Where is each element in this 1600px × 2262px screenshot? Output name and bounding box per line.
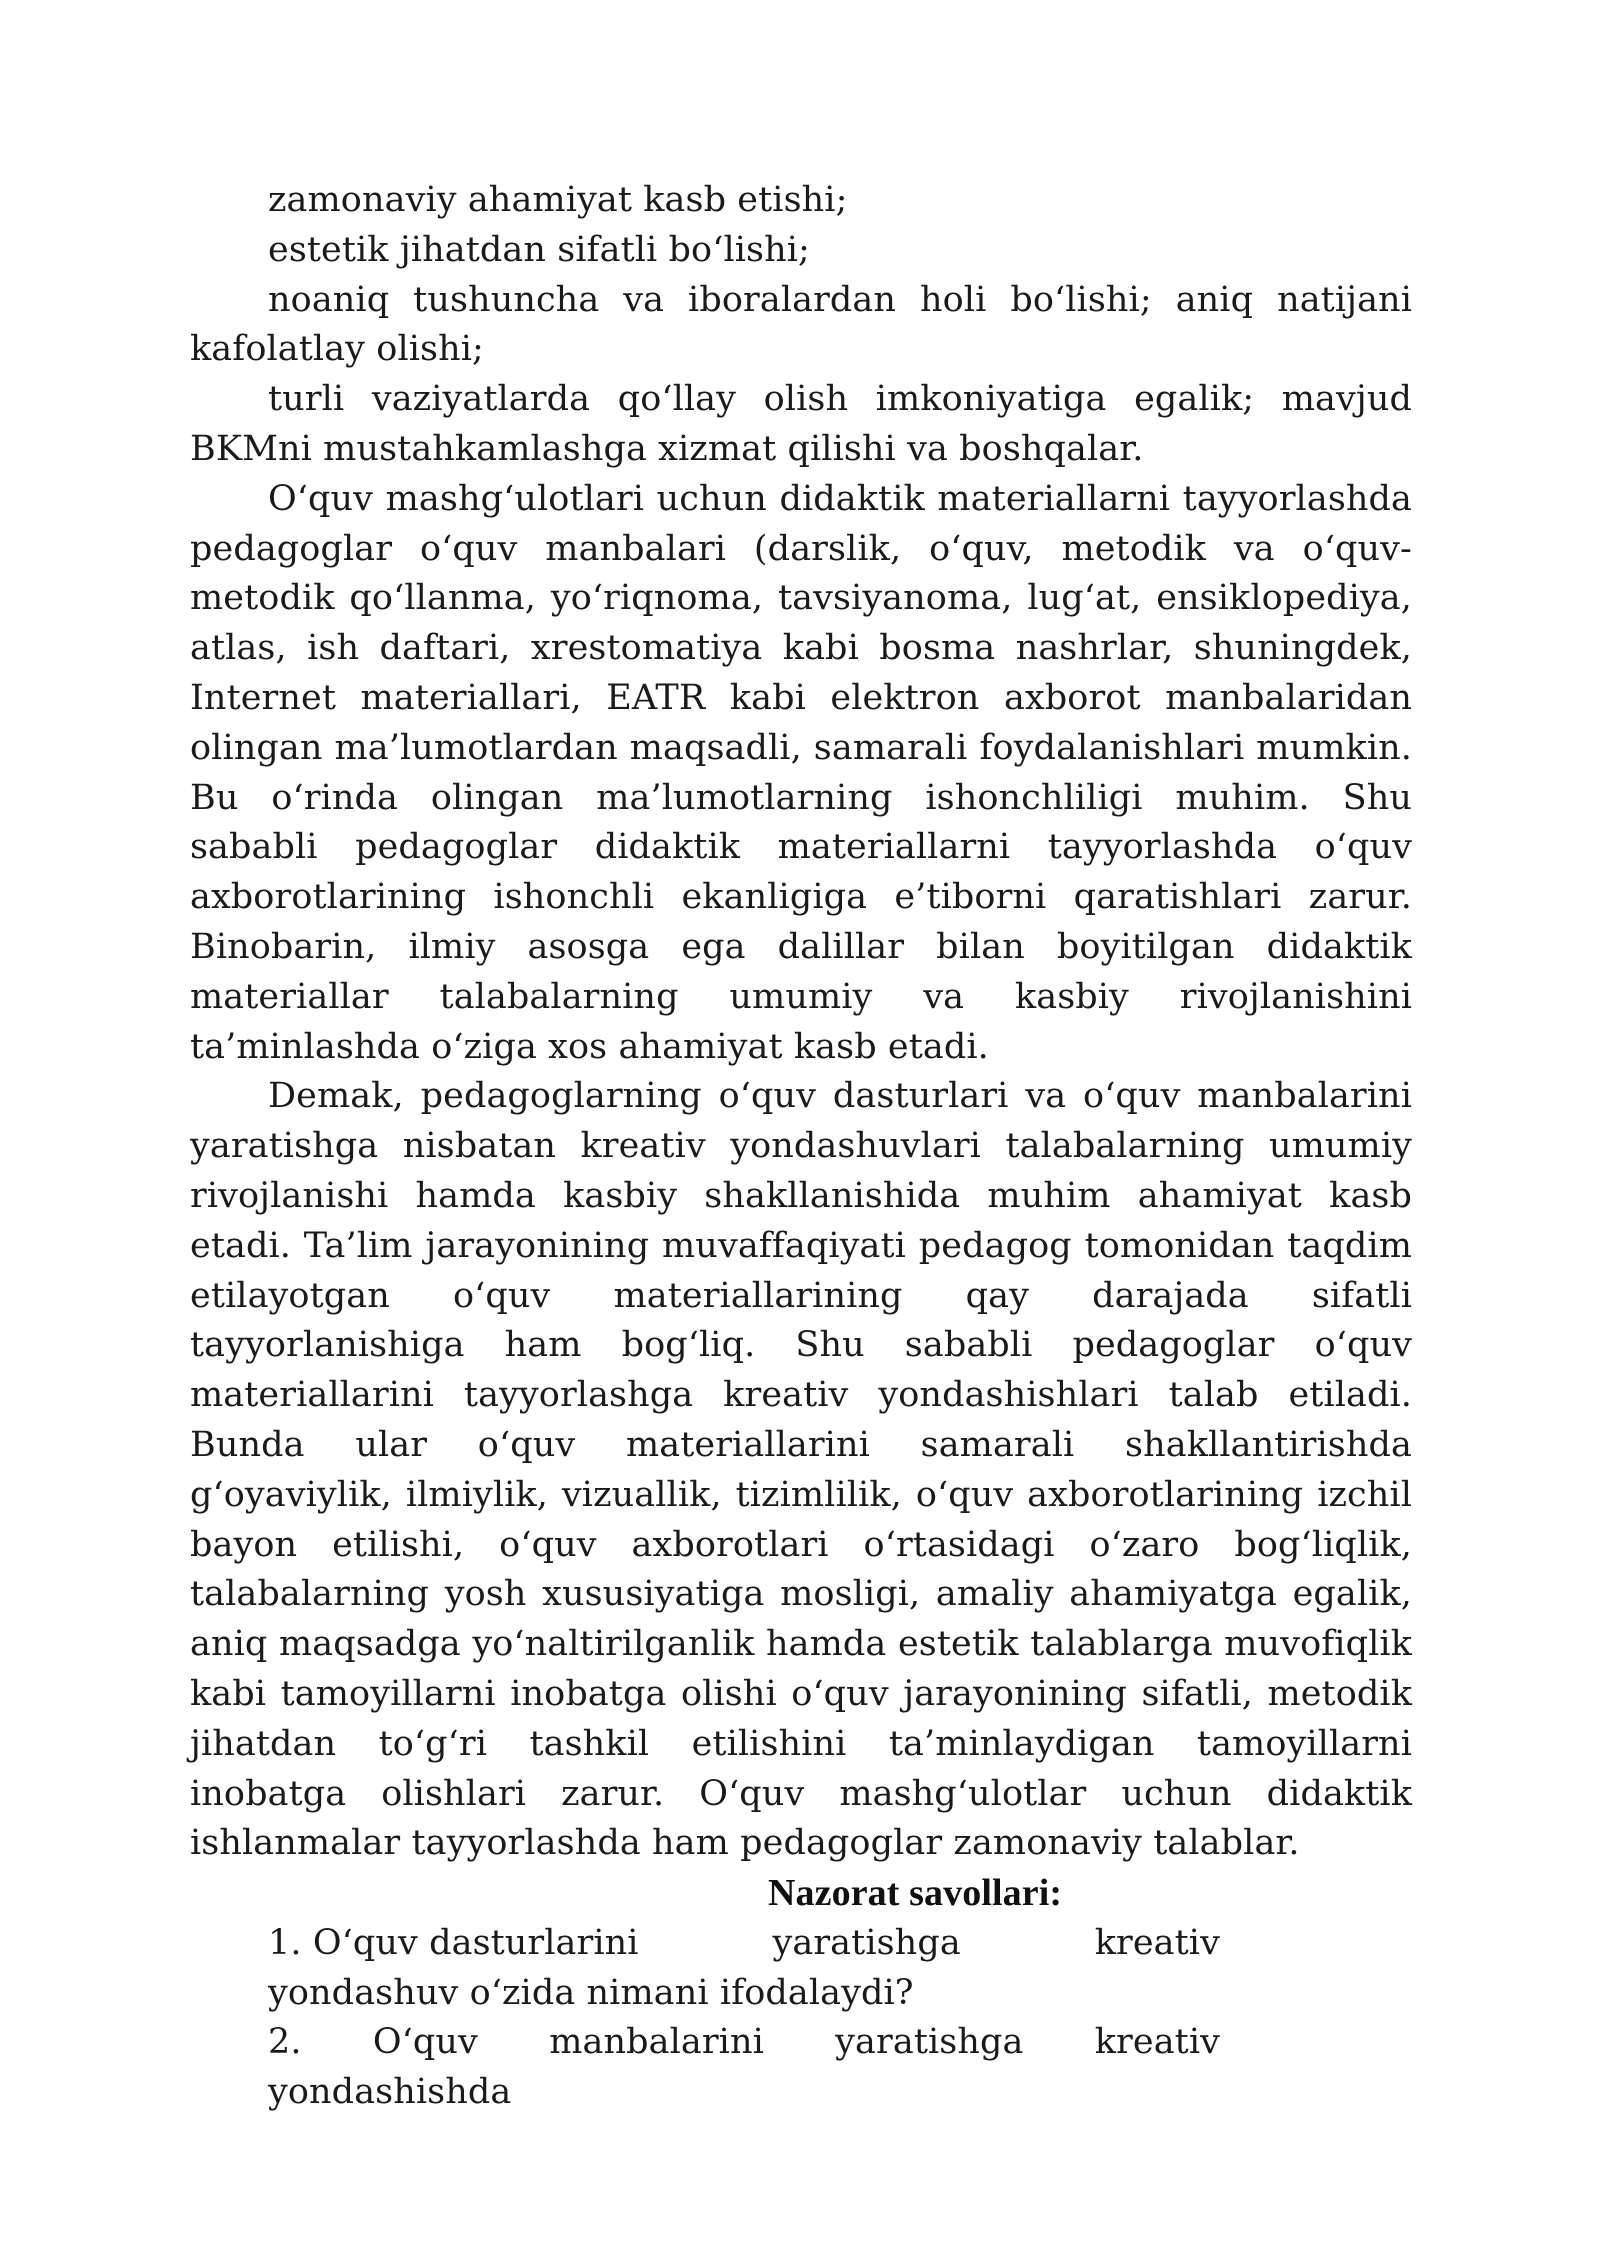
question-item: 2. O‘quv manbalarini yaratishga kreativ yondashishda <box>268 2022 1220 2113</box>
list-item-paragraph: zamonaviy ahamiyat kasb etishi; <box>268 180 848 220</box>
question-text-part: kreativ <box>1094 1922 1220 1963</box>
question-first-line <box>268 1919 1220 1969</box>
question-text-part <box>268 1919 639 1969</box>
body-paragraph: Demak, pedagoglarning o‘quv dasturlari va o‘quv manbalarini yaratishga nisbatan kreativ yondashuvlari talabalarning umumiy rivojlanishi hamda kasbiy shakllanishida muhim ahamiyat kasb etadi. Ta’lim jarayonining muvaffaqiyati pedagog tomonidan taqdim etilayotgan o‘quv materiallarining qay darajada sifatli tayyorlanishiga ham bog‘liq. Shu sababli pedagoglar o‘quv materiallarini tayyorlashga kreativ yondashishlari talab etiladi. Bunda ular o‘quv materiallarini samarali shakllantirishda g‘oyaviylik, ilmiylik, vizuallik, tizimlilik, o‘quv axborotlarining izchil bayon etilishi, o‘quv axborotlari o‘rtasidagi o‘zaro bog‘liqlik, talabalarning yosh xususiyatiga mosligi, amaliy ahamiyatga egalik, aniq maqsadga yo‘naltirilganlik hamda estetik talablarga muvofiqlik kabi tamoyillarni inobatga olishi o‘quv jarayonining sifatli, metodik jihatdan to‘g‘ri tashkil etilishini ta’minlaydigan tamoyillarni inobatga olishlari zarur. O‘quv mashg‘ulotlar uchun didaktik ishlanmalar tayyorlashda ham pedagoglar zamonaviy talablar. <box>190 1076 1412 1864</box>
questions-list <box>190 1919 1220 2118</box>
question-second-line: yondashuv o‘zida nimani ifodalaydi? <box>268 1972 914 2013</box>
question-number: 1. <box>268 1922 302 1963</box>
body-paragraph: O‘quv mashg‘ulotlari uchun didaktik materiallarni tayyorlashda pedagoglar o‘quv manbalari (darslik, o‘quv, metodik va o‘quv-metodik qo‘llanma, yo‘riqnoma, tavsiyanoma, lug‘at, ensiklopediya, atlas, ish daftari, xrestomatiya kabi bosma nashrlar, shuningdek, Internet materiallari, EATR kabi elektron axborot manbalaridan olingan ma’lumotlardan maqsadli, samarali foydalanishlari mumkin. Bu o‘rinda olingan ma’lumotlarning ishonchliligi muhim. Shu sababli pedagoglar didaktik materiallarni tayyorlashda o‘quv axborotlarining ishonchli ekanligiga e’tiborni qaratishlari zarur. Binobarin, ilmiy asosga ega dalillar bilan boyitilgan didaktik materiallar talabalarning umumiy va kasbiy rivojlanishini ta’minlashda o‘ziga xos ahamiyat kasb etadi. <box>190 478 1412 1067</box>
document-page <box>190 176 1412 2118</box>
list-item-paragraph: noaniq tushuncha va iboralardan holi bo‘lishi; aniq natijani kafolatlay olishi; <box>190 279 1412 370</box>
section-heading: Nazorat savollari: <box>768 1872 1063 1915</box>
list-item-paragraph: estetik jihatdan sifatli bo‘lishi; <box>268 229 810 270</box>
question-text-part: yaratishga <box>772 1922 961 1963</box>
question-text-part: O‘quv dasturlarini <box>312 1922 639 1963</box>
question-item <box>268 1919 1220 2019</box>
list-item-paragraph: turli vaziyatlarda qo‘llay olish imkoniyatiga egalik; mavjud BKMni mustahkamlashga xizmat qilishi va boshqalar. <box>190 379 1412 469</box>
